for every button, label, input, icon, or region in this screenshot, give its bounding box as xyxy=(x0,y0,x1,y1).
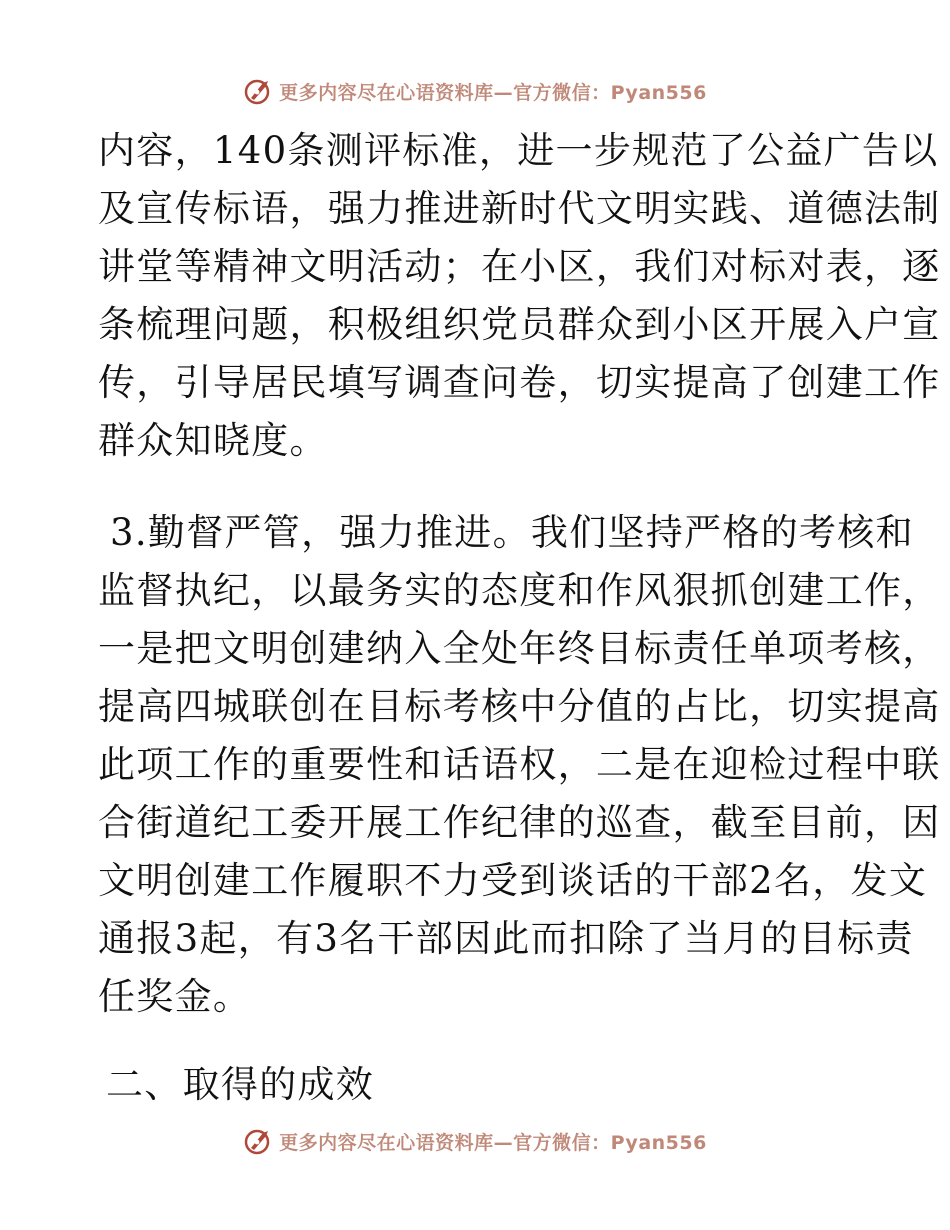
paragraph xyxy=(98,504,941,1026)
text-line: 群众知晓度。 xyxy=(98,419,328,462)
text-line: 任奖金。 xyxy=(98,975,252,1018)
section-heading xyxy=(98,1056,850,1114)
text-line: 讲堂等精神文明活动；在小区，我们对标对表，逐 xyxy=(98,245,941,288)
text-line: 提高四城联创在目标考核中分值的占比，切实提高 xyxy=(98,685,941,728)
text-line: 内容，140条测评标准，进一步规范了公益广告以 xyxy=(98,129,939,172)
heading-line: 二、取得的成效 xyxy=(106,1063,375,1106)
watermark-text: 更多内容尽在心语资料库—官方微信：Pyan556 xyxy=(279,81,707,104)
pen-nib-circle-icon xyxy=(243,1126,273,1156)
paragraph xyxy=(98,122,941,470)
text-line: 条梳理问题，积极组织党员群众到小区开展入户宣 xyxy=(98,303,941,346)
text-line: 监督执纪，以最务实的态度和作风狠抓创建工作， xyxy=(98,569,941,612)
watermark-text: 更多内容尽在心语资料库—官方微信：Pyan556 xyxy=(279,1131,707,1154)
text-line: 传，引导居民填写调查问卷，切实提高了创建工作 xyxy=(98,361,941,404)
text-line: 一是把文明创建纳入全处年终目标责任单项考核， xyxy=(98,627,941,670)
text-line: 及宣传标语，强力推进新时代文明实践、道德法制 xyxy=(98,187,941,230)
watermark-banner-top xyxy=(0,74,950,108)
text-line: 文明创建工作履职不力受到谈话的干部2名，发文 xyxy=(98,859,928,902)
text-line: 此项工作的重要性和话语权，二是在迎检过程中联 xyxy=(98,743,941,786)
text-line: 合街道纪工委开展工作纪律的巡查，截至目前，因 xyxy=(98,801,941,844)
pen-nib-circle-icon xyxy=(243,76,273,106)
text-line: 3.勤督严管，强力推进。我们坚持严格的考核和 xyxy=(110,511,914,554)
watermark-banner-bottom xyxy=(0,1124,950,1158)
text-line: 通报3起，有3名干部因此而扣除了当月的目标责 xyxy=(98,917,914,960)
document-body xyxy=(98,122,941,1114)
